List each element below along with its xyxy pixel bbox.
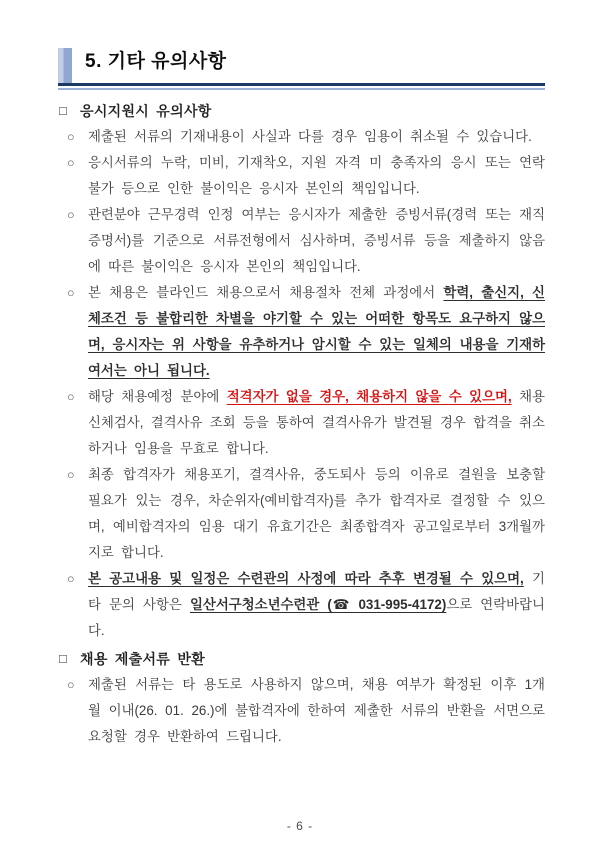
circle-bullet-icon: ○ [67,572,75,586]
bullet-text: 채용신체검사, 결격사유 조회 등을 통하여 결격사유가 발견될 경우 합격을 취소하거나 임용을 무효로 합니다. [88,389,545,456]
bullet-text-emphasis: 본 공고내용 및 일정은 수련관의 사정에 따라 추후 변경될 수 있으며, [88,571,524,586]
bullet-text: 제출된 서류의 기재내용이 사실과 다를 경우 임용이 취소될 수 있습니다. [88,129,532,144]
circle-bullet-icon: ○ [67,678,75,692]
page-title: 5. 기타 유의사항 [85,51,227,72]
circle-bullet-icon: ○ [67,156,75,170]
bullet-text: 본 채용은 블라인드 채용으로서 채용절차 전체 과정에서 [88,285,444,300]
circle-bullet-icon: ○ [67,468,75,482]
bullet-document-accuracy [58,124,545,150]
title-underline-rule [58,88,545,90]
page-number: - 6 - [286,819,314,833]
square-bullet-icon: □ [59,651,68,666]
bullet-text: 응시서류의 누락, 미비, 기재착오, 지원 자격 미 충족자의 응시 또는 연락불가 등으로 인한 불이익은 응시자 본인의 책임입니다. [88,155,545,196]
bullet-no-qualified-candidate [58,384,545,462]
bullet-document-return [58,672,545,750]
bullet-missing-documents [58,150,545,202]
circle-bullet-icon: ○ [67,208,75,222]
bullet-text-contact-emphasis: 일산서구청소년수련관 (☎ 031-995-4172) [189,597,447,612]
bullet-text: 관련분야 근무경력 인정 여부는 응시자가 제출한 증빙서류(경력 또는 재직증명서)를 기준으로 서류전형에서 심사하며, 증빙서류 등을 제출하지 않음에 따른 불이익은 응시자 본인의 책임입니다. [88,207,545,274]
bullet-text: 최종 합격자가 채용포기, 결격사유, 중도퇴사 등의 이유로 결원을 보충할 필요가 있는 경우, 차순위자(예비합격자)를 추가 합격자로 결정할 수 있으며, 예비합격자의 임용 대기 유효기간은 최종합격자 공고일로부터 3개월까지로 합니다. [88,467,545,560]
bullet-text-red-emphasis: 적격자가 없을 경우, 채용하지 않을 수 있으며, [226,389,512,404]
bullet-text-emphasis: 학력, 출신지, 신체조건 등 불합리한 차별을 야기할 수 있는 어떠한 항목도 요구하지 않으며, 응시자는 위 사항을 유추하거나 암시할 수 있는 일체의 내용을 기재하여서는 아니 됩니다. [88,285,545,378]
circle-bullet-icon: ○ [67,130,75,144]
document-body [58,98,545,750]
square-bullet-icon: □ [59,103,68,118]
section-heading-text: 채용 제출서류 반환 [80,651,205,667]
bullet-text: 해당 채용예정 분야에 [88,389,227,404]
title-accent-bar-icon [58,48,72,83]
bullet-blind-recruitment [58,280,545,384]
section-heading-application-notes [58,98,545,124]
circle-bullet-icon: ○ [67,286,75,300]
bullet-text: 기타 문의 사항은 [88,571,545,612]
circle-bullet-icon: ○ [67,390,75,404]
bullet-text: 제출된 서류는 타 용도로 사용하지 않으며, 채용 여부가 확정된 이후 1개월 이내(26. 01. 26.)에 불합격자에 한하여 제출한 서류의 반환을 서면으로 요청할 경우 반환하여 드립니다. [88,677,545,744]
section-heading-text: 응시지원시 유의사항 [80,103,212,119]
bullet-schedule-change-contact [58,566,545,644]
bullet-text: 으로 연락바랍니다. [88,597,545,638]
section-heading-document-return [58,646,545,672]
bullet-career-recognition [58,202,545,280]
section-title-block [58,48,545,86]
bullet-replacement-candidates [58,462,545,566]
